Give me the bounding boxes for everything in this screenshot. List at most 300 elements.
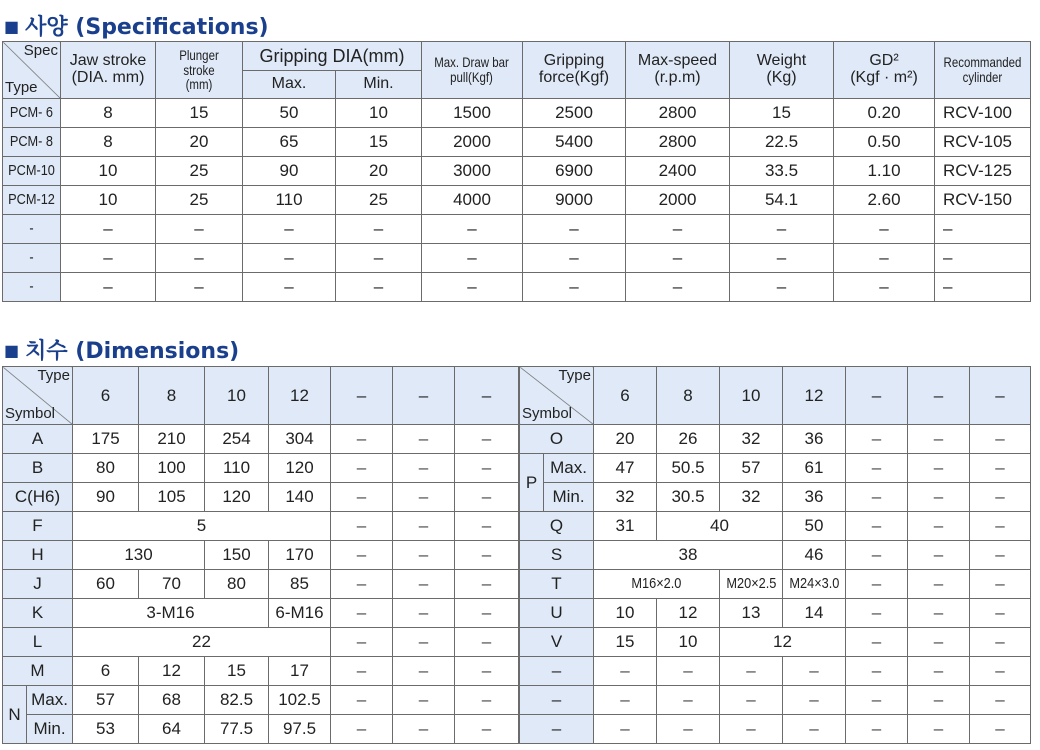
spec-value: 2000: [422, 128, 523, 157]
dim-row-empty: [520, 657, 1031, 686]
dim-dash: –: [331, 570, 393, 599]
dim-value: 32: [594, 483, 657, 512]
dim-dash: –: [393, 628, 455, 657]
dim-dash: –: [393, 657, 455, 686]
spec-type-cell: [3, 273, 61, 302]
dim-right-header-row: [520, 367, 1031, 425]
spec-corner-top: Spec: [23, 42, 58, 59]
spec-value: –: [336, 244, 422, 273]
symbol-N-min: Min.: [27, 715, 73, 744]
dim-value: 105: [139, 483, 205, 512]
spec-row: [3, 157, 1031, 186]
spec-value: 8: [61, 128, 156, 157]
spec-value: 22.5: [730, 128, 834, 157]
dim-value: 6-M16: [269, 599, 331, 628]
spec-value: 5400: [523, 128, 626, 157]
dim-row-T: [520, 570, 1031, 599]
spec-value: 15: [730, 99, 834, 128]
spec-value: –: [156, 215, 243, 244]
spec-value: –: [61, 244, 156, 273]
spec-value: 2800: [626, 128, 730, 157]
dim-dash: –: [846, 570, 908, 599]
header-dia-min: Min.: [336, 71, 422, 99]
dim-value: 304: [269, 425, 331, 454]
dim-dash: –: [594, 657, 657, 686]
spec-value: 15: [336, 128, 422, 157]
spec-value: 1500: [422, 99, 523, 128]
dim-dash: –: [846, 454, 908, 483]
spec-type-label: PCM- 8: [9, 133, 54, 151]
square-bullet-icon: ■: [4, 341, 20, 360]
spec-value: 20: [156, 128, 243, 157]
dim-dash: –: [393, 715, 455, 744]
spec-value: –: [422, 215, 523, 244]
dim-value: 170: [269, 541, 331, 570]
spec-value: 8: [61, 99, 156, 128]
dim-dash: –: [455, 483, 519, 512]
dim-dash: –: [594, 686, 657, 715]
spec-value: –: [61, 273, 156, 302]
dim-dash: –: [393, 483, 455, 512]
dim-dash: –: [455, 570, 519, 599]
dim-value: 26: [657, 425, 720, 454]
spec-row: [3, 273, 1031, 302]
dim-dash: –: [908, 686, 970, 715]
spec-value: RCV-150: [935, 186, 1031, 215]
dim-value: 130: [73, 541, 205, 570]
dim-value: 10: [657, 628, 720, 657]
symbol-C: C(H6): [3, 483, 73, 512]
dim-value: 70: [139, 570, 205, 599]
dim-dash: –: [846, 541, 908, 570]
dim-row-N-min: [3, 715, 519, 744]
dim-right-type-6: 6: [594, 367, 657, 425]
dim-row-empty: [520, 686, 1031, 715]
dim-value: 12: [657, 599, 720, 628]
dim-value: 77.5: [205, 715, 269, 744]
spec-value: RCV-105: [935, 128, 1031, 157]
spec-section-title: [4, 10, 269, 41]
dim-value: 110: [205, 454, 269, 483]
dim-dash: –: [908, 454, 970, 483]
dim-dash: –: [720, 657, 783, 686]
dim-value: 97.5: [269, 715, 331, 744]
spec-value: –: [422, 244, 523, 273]
dim-dash: –: [783, 715, 846, 744]
dim-dash: –: [970, 686, 1031, 715]
dim-row-M: [3, 657, 519, 686]
dim-dash: –: [331, 512, 393, 541]
dim-value: 254: [205, 425, 269, 454]
dim-value: 120: [205, 483, 269, 512]
header-jaw-stroke: Jaw stroke (DIA. mm): [61, 42, 156, 99]
dim-value: 80: [73, 454, 139, 483]
spec-value: 2000: [626, 186, 730, 215]
dim-left-type-dash: –: [331, 367, 393, 425]
dim-right-corner-top: Type: [558, 367, 591, 384]
spec-value: –: [243, 244, 336, 273]
dim-row-Q: [520, 512, 1031, 541]
spec-row: [3, 244, 1031, 273]
spec-value: 65: [243, 128, 336, 157]
dim-dash: –: [970, 715, 1031, 744]
symbol-K: K: [3, 599, 73, 628]
dim-dash: –: [970, 541, 1031, 570]
spec-value: –: [336, 273, 422, 302]
spec-body: [3, 99, 1031, 302]
dim-dash: –: [908, 657, 970, 686]
symbol-empty: –: [520, 657, 594, 686]
dim-row-O: [520, 425, 1031, 454]
dim-dash: –: [720, 715, 783, 744]
dim-dash: –: [393, 512, 455, 541]
dim-dash: –: [908, 628, 970, 657]
dim-row-L: [3, 628, 519, 657]
dim-left-type-6: 6: [73, 367, 139, 425]
dim-value-cell: [720, 570, 783, 599]
spec-value: 2400: [626, 157, 730, 186]
spec-type-label: -: [29, 278, 34, 296]
spec-value: –: [156, 244, 243, 273]
dim-value: 15: [205, 657, 269, 686]
spec-value: 20: [336, 157, 422, 186]
dim-value: 175: [73, 425, 139, 454]
dimensions-table-left: [2, 366, 519, 744]
dim-row-P-min: [520, 483, 1031, 512]
symbol-U: U: [520, 599, 594, 628]
dim-dash: –: [908, 512, 970, 541]
dim-dash: –: [331, 715, 393, 744]
spec-value: 25: [156, 186, 243, 215]
dim-dash: –: [908, 599, 970, 628]
dim-value: 6: [73, 657, 139, 686]
dim-dash: –: [846, 715, 908, 744]
spec-value: 9000: [523, 186, 626, 215]
dim-dash: –: [846, 628, 908, 657]
dim-dash: –: [846, 657, 908, 686]
spec-row: [3, 215, 1031, 244]
dim-left-type-dash: –: [455, 367, 519, 425]
dim-dash: –: [455, 512, 519, 541]
dim-dash: –: [908, 425, 970, 454]
symbol-S: S: [520, 541, 594, 570]
dim-value: 68: [139, 686, 205, 715]
header-draw-bar: [422, 42, 523, 99]
dim-dash: –: [846, 686, 908, 715]
spec-value: 90: [243, 157, 336, 186]
spec-type-cell: [3, 99, 61, 128]
dim-value: 12: [720, 628, 846, 657]
dim-dash: –: [970, 599, 1031, 628]
spec-corner-cell: [3, 42, 61, 99]
spec-value: –: [730, 215, 834, 244]
dim-value: 31: [594, 512, 657, 541]
dim-value: 85: [269, 570, 331, 599]
dim-dash: –: [908, 715, 970, 744]
dim-value: 57: [73, 686, 139, 715]
dim-dash: –: [970, 628, 1031, 657]
spec-type-cell: [3, 128, 61, 157]
dim-value: 90: [73, 483, 139, 512]
spec-title-text: 사양 (Specifications): [25, 15, 269, 40]
spec-value: 15: [156, 99, 243, 128]
dim-dash: –: [393, 541, 455, 570]
spec-value: 33.5: [730, 157, 834, 186]
header-plunger-stroke-text: Plunger stroke (mm): [179, 46, 219, 93]
dim-value: 64: [139, 715, 205, 744]
symbol-A: A: [3, 425, 73, 454]
dim-value: 12: [139, 657, 205, 686]
spec-value: –: [243, 215, 336, 244]
symbol-empty: –: [520, 686, 594, 715]
dim-left-type-10: 10: [205, 367, 269, 425]
header-weight: Weight (Kg): [730, 42, 834, 99]
dim-dash: –: [908, 483, 970, 512]
dim-right-type-dash: –: [908, 367, 970, 425]
dim-dash: –: [455, 657, 519, 686]
dim-value: 150: [205, 541, 269, 570]
spec-value: 3000: [422, 157, 523, 186]
dim-value: 14: [783, 599, 846, 628]
symbol-N: N: [3, 686, 27, 744]
spec-value: 25: [156, 157, 243, 186]
dim-value: 17: [269, 657, 331, 686]
dim-value: 3-M16: [73, 599, 269, 628]
dim-dash: –: [455, 628, 519, 657]
header-draw-bar-text: Max. Draw bar pull(Kgf): [434, 54, 510, 85]
spec-type-label: PCM- 6: [9, 104, 54, 122]
spec-header-row: [3, 42, 1031, 71]
spec-type-label: -: [29, 249, 34, 267]
dim-dash: –: [393, 454, 455, 483]
dim-row-K: [3, 599, 519, 628]
dim-value: 38: [594, 541, 783, 570]
spec-value: –: [834, 273, 935, 302]
dim-value: 50.5: [657, 454, 720, 483]
spec-value: 50: [243, 99, 336, 128]
spec-value: 0.20: [834, 99, 935, 128]
dim-row-V: [520, 628, 1031, 657]
spec-type-cell: [3, 157, 61, 186]
spec-type-label: PCM-12: [8, 191, 55, 209]
spec-value: –: [730, 273, 834, 302]
dim-dash: –: [970, 483, 1031, 512]
dim-dash: –: [455, 686, 519, 715]
dim-row-A: [3, 425, 519, 454]
dim-left-corner-top: Type: [37, 367, 70, 384]
spec-type-label: PCM-10: [8, 162, 55, 180]
symbol-O: O: [520, 425, 594, 454]
dim-dash: –: [908, 570, 970, 599]
dim-row-H: [3, 541, 519, 570]
spec-value: –: [834, 244, 935, 273]
dim-value-cell: [594, 570, 720, 599]
dim-row-U: [520, 599, 1031, 628]
symbol-H: H: [3, 541, 73, 570]
spec-value: –: [935, 215, 1031, 244]
spec-value: –: [935, 273, 1031, 302]
dim-row-C: [3, 483, 519, 512]
spec-type-label: -: [29, 220, 34, 238]
dim-dash: –: [657, 715, 720, 744]
dim-value: 102.5: [269, 686, 331, 715]
dim-dash: –: [331, 454, 393, 483]
dim-right-type-8: 8: [657, 367, 720, 425]
dim-value: 53: [73, 715, 139, 744]
dim-dash: –: [846, 425, 908, 454]
dim-left-type-8: 8: [139, 367, 205, 425]
dim-dash: –: [783, 686, 846, 715]
spec-value: –: [626, 273, 730, 302]
spec-corner-bottom: Type: [5, 79, 38, 97]
dim-dash: –: [393, 425, 455, 454]
dim-left-type-dash: –: [393, 367, 455, 425]
dim-dash: –: [846, 483, 908, 512]
dim-dash: –: [331, 541, 393, 570]
symbol-N-max: Max.: [27, 686, 73, 715]
symbol-P: P: [520, 454, 544, 512]
dim-left-header-row: [3, 367, 519, 425]
dim-value: 36: [783, 483, 846, 512]
dim-value: 47: [594, 454, 657, 483]
dim-row-P-max: [520, 454, 1031, 483]
square-bullet-icon: ■: [4, 17, 20, 36]
dim-dash: –: [594, 715, 657, 744]
symbol-Q: Q: [520, 512, 594, 541]
dim-value: 20: [594, 425, 657, 454]
dim-right-empty-rows: [520, 657, 1031, 744]
dim-dash: –: [970, 657, 1031, 686]
dim-value: 40: [657, 512, 783, 541]
header-plunger-stroke: [156, 42, 243, 99]
dim-dash: –: [393, 570, 455, 599]
spec-value: –: [730, 244, 834, 273]
dim-dash: –: [331, 628, 393, 657]
header-dia-max: Max.: [243, 71, 336, 99]
spec-value: –: [523, 273, 626, 302]
dim-right-corner-cell: [520, 367, 594, 425]
dim-right-type-dash: –: [970, 367, 1031, 425]
spec-value: –: [243, 273, 336, 302]
spec-value: –: [626, 215, 730, 244]
dim-dash: –: [783, 657, 846, 686]
spec-value: –: [935, 244, 1031, 273]
spec-value: 25: [336, 186, 422, 215]
dim-value: 36: [783, 425, 846, 454]
spec-value: –: [834, 215, 935, 244]
symbol-P-min: Min.: [544, 483, 594, 512]
dim-left-corner-cell: [3, 367, 73, 425]
dim-title-text: 치수 (Dimensions): [25, 339, 240, 364]
spec-value: –: [61, 215, 156, 244]
dim-value: 30.5: [657, 483, 720, 512]
dim-right-type-12: 12: [783, 367, 846, 425]
header-gd2: GD² (Kgf · m²): [834, 42, 935, 99]
spec-value: 54.1: [730, 186, 834, 215]
spec-type-cell: [3, 215, 61, 244]
spec-value: 110: [243, 186, 336, 215]
dim-dash: –: [846, 599, 908, 628]
header-cylinder-text: Recommanded cylinder: [943, 54, 1022, 85]
dim-value: 82.5: [205, 686, 269, 715]
spec-row: [3, 128, 1031, 157]
spec-value: 2800: [626, 99, 730, 128]
symbol-V: V: [520, 628, 594, 657]
dim-value: 32: [720, 483, 783, 512]
dim-dash: –: [455, 541, 519, 570]
dim-dash: –: [657, 686, 720, 715]
dim-dash: –: [720, 686, 783, 715]
dim-dash: –: [970, 454, 1031, 483]
header-gripping-force: Gripping force(Kgf): [523, 42, 626, 99]
dim-value-cell: [783, 570, 846, 599]
dim-dash: –: [970, 425, 1031, 454]
symbol-T: T: [520, 570, 594, 599]
symbol-J: J: [3, 570, 73, 599]
spec-value: RCV-100: [935, 99, 1031, 128]
dim-value: 10: [594, 599, 657, 628]
spec-value: 4000: [422, 186, 523, 215]
spec-value: RCV-125: [935, 157, 1031, 186]
dim-value: 80: [205, 570, 269, 599]
dim-row-N-max: [3, 686, 519, 715]
dim-value: M20×2.5: [726, 575, 776, 593]
dim-dash: –: [455, 454, 519, 483]
spec-value: –: [156, 273, 243, 302]
dim-dash: –: [331, 483, 393, 512]
dim-right-corner-bottom: Symbol: [522, 405, 573, 423]
dim-left-corner-bottom: Symbol: [5, 405, 56, 423]
header-gripping-dia: Gripping DIA(mm): [243, 42, 422, 71]
spec-value: –: [523, 215, 626, 244]
symbol-B: B: [3, 454, 73, 483]
dim-value: 120: [269, 454, 331, 483]
dim-dash: –: [331, 425, 393, 454]
dim-row-empty: [520, 715, 1031, 744]
spec-row: [3, 186, 1031, 215]
dim-dash: –: [657, 657, 720, 686]
dim-dash: –: [970, 570, 1031, 599]
dim-dash: –: [970, 512, 1031, 541]
dim-row-F: [3, 512, 519, 541]
dim-dash: –: [393, 599, 455, 628]
dim-value: 210: [139, 425, 205, 454]
spec-value: –: [422, 273, 523, 302]
dim-right-type-dash: –: [846, 367, 908, 425]
symbol-M: M: [3, 657, 73, 686]
dim-value: 50: [783, 512, 846, 541]
dim-dash: –: [908, 541, 970, 570]
dim-dash: –: [331, 657, 393, 686]
dim-value: 57: [720, 454, 783, 483]
dim-row-S: [520, 541, 1031, 570]
spec-value: –: [523, 244, 626, 273]
specifications-table: [2, 41, 1031, 302]
spec-value: 10: [336, 99, 422, 128]
dim-value: 140: [269, 483, 331, 512]
dim-dash: –: [331, 599, 393, 628]
spec-value: 2.60: [834, 186, 935, 215]
symbol-F: F: [3, 512, 73, 541]
spec-value: –: [336, 215, 422, 244]
dim-value: 15: [594, 628, 657, 657]
dim-left-type-12: 12: [269, 367, 331, 425]
dim-value: M24×3.0: [789, 575, 839, 593]
dim-value: 60: [73, 570, 139, 599]
dim-dash: –: [331, 686, 393, 715]
dim-value: 46: [783, 541, 846, 570]
spec-row: [3, 99, 1031, 128]
